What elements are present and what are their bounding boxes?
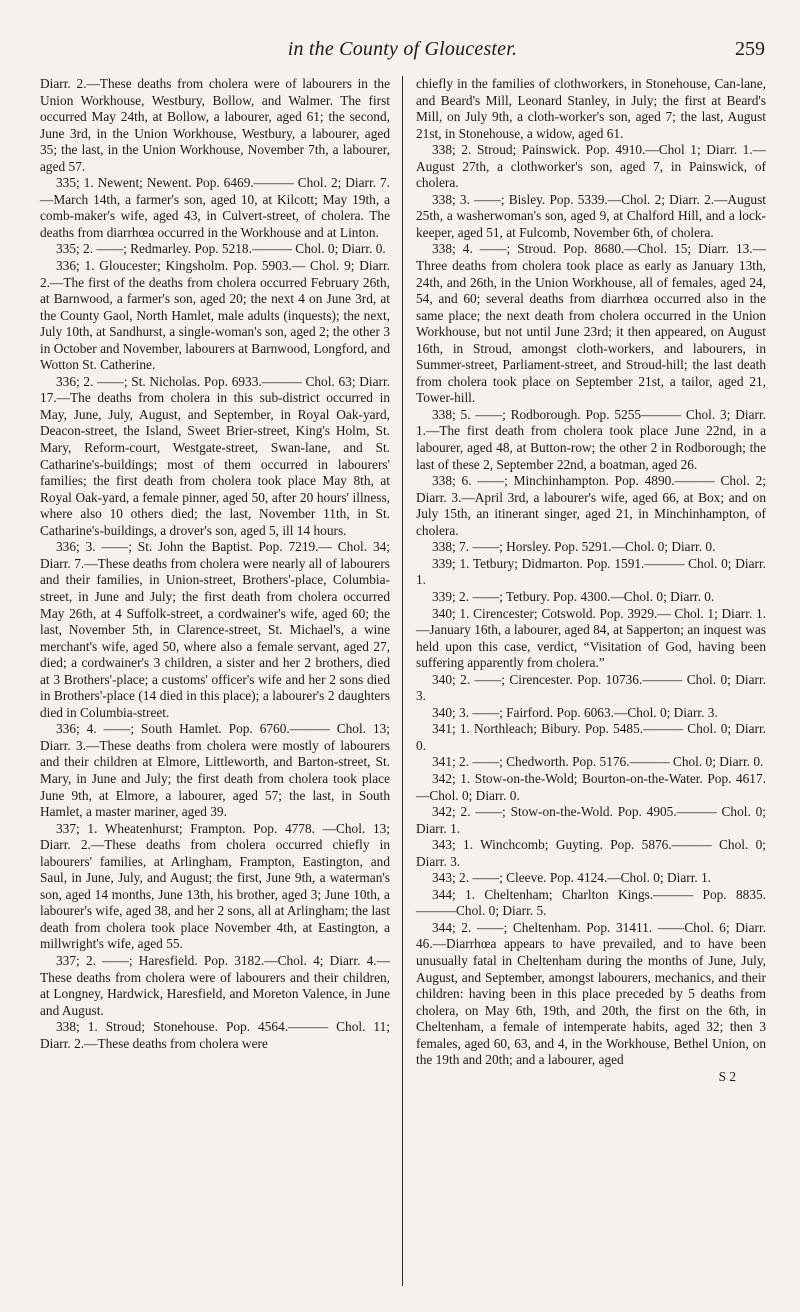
paragraph: 338; 3. ——; Bisley. Pop. 5339.—Chol. 2; Diarr. 2.—August 25th, a washerwoman's son, aged 9, at Chalford Hill, and a lock-keeper, aged 51, at Fulcomb, November 6th, of cholera. bbox=[416, 191, 766, 240]
paragraph: 339; 2. ——; Tetbury. Pop. 4300.—Chol. 0; Diarr. 0. bbox=[432, 588, 715, 604]
paragraph: 336; 3. ——; St. John the Baptist. Pop. 7219.— Chol. 34; Diarr. 7.—These deaths from cholera were nearly all of labourers and their families, in Union-street, Brothers'-place, Columbia-street, in June and July; the first death from cholera occurred May 26th, at 4 Suffolk-street, a cordwainer's wife, aged 60; the last, November 5th, in Clarence-street, St. Michael's, a wine merchant's wife, aged 50, where also a female servant, aged 27, died; a cordwainer's 3 children, a sister and her 2 brothers, died at 3 Brothers'-place; a customs' officer's wife and her 2 sons died in Brothers'-place (14 died in this place); a labourer's 2 daughters died in Columbia-street. bbox=[40, 539, 390, 720]
paragraph: 337; 1. Wheatenhurst; Frampton. Pop. 4778. —Chol. 13; Diarr. 2.—These deaths from cholera occurred chiefly in labourers' families, at Arlingham, Frampton, Eastington, and Saul, in June, July, and August; the first, June 9th, a waterman's son, aged 14 months, June 13th, his brother, aged 3; June 10th, a labourer's wife, aged 38, and her 2 sons, all at Arlingham; the last death from cholera took place November 4th, at Eastington, a millwright's wife, aged 55. bbox=[40, 820, 390, 952]
paragraph: 338; 4. ——; Stroud. Pop. 8680.—Chol. 15; Diarr. 13.—Three deaths from cholera took place as early as January 13th, 24th, and 26th, in the Union Workhouse, all of females, aged 24, 54, and 60; several deaths from diarrhœa occurred also in the same place; the next death from cholera occurred in the Union Workhouse, but not until June 23rd; it then appeared, on August 16th, in Stroud, amongst cloth-workers, and labourers, in Summer-street, Parliament-street, and Stroud-hill; the last death from cholera took place on September 21st, a tailor, aged 21, Tower-hill. bbox=[416, 241, 766, 406]
paragraph: 338; 5. ——; Rodborough. Pop. 5255——— Chol. 3; Diarr. 1.—The first death from cholera took place June 22nd, in a labourer, aged 48, at Button-row; the other 2 in Rodborough; the last of these 2, September 22nd, a boatman, aged 26. bbox=[416, 406, 766, 472]
paragraph: 336; 4. ——; South Hamlet. Pop. 6760.——— Chol. 13; Diarr. 3.—These deaths from cholera were mostly of labourers and their children at Elmore, Littleworth, and Barton-street, St. Mary, in June and July; the first death from cholera took place June 9th, at Elmore, a labourer, aged 57; the last, in South Hamlet, a master mariner, aged 39. bbox=[40, 721, 390, 820]
paragraph: 342; 1. Stow-on-the-Wold; Bourton-on-the-Water. Pop. 4617.—Chol. 0; Diarr. 0. bbox=[416, 770, 766, 803]
paragraph: 344; 2. ——; Cheltenham. Pop. 31411. ——Chol. 6; Diarr. 46.—Diarrhœa appears to have prevailed, and to have been unusually fatal in Cheltenham during the months of June, July, August, and September, amongst labourers, mechanics, and their children: having been in this place preceded by 5 deaths from cholera, on May 6th, 19th, and 20th, the first on the 6th, in Cheltenham, a female of intemperate habits, aged 32; then 3 females, aged 60, 63, and 4, in the Workhouse, Bethel Union, on the 19th and 20th; and a labourer, aged bbox=[416, 919, 766, 1068]
running-header bbox=[40, 38, 765, 62]
document-page bbox=[40, 0, 765, 1312]
paragraph: Diarr. 2.—These deaths from cholera were of labourers in the Union Workhouse, Westbury, Bollow, and Walmer. The first occurred May 24th, at Bollow, a labourer, aged 61; the second, June 3rd, in the Union Workhouse, Westbury, a labourer, aged 35; the last, in the Union Workhouse, November 7th, a labourer, aged 57. bbox=[40, 76, 390, 174]
paragraph: 340; 2. ——; Cirencester. Pop. 10736.——— Chol. 0; Diarr. 3. bbox=[416, 671, 766, 704]
running-title: in the County of Gloucester. bbox=[287, 38, 518, 60]
paragraph: 336; 2. ——; St. Nicholas. Pop. 6933.——— Chol. 63; Diarr. 17.—The deaths from cholera in this sub-district occurred in May, June, July, August, and September, in Royal Oak-yard, Deacon-street, the Island, Sweet Brier-street, King's Holm, St. Mary, Reform-court, Westgate-street, Swan-lane, and St. Catharine's-buildings; most of them occurred in labourers' families; the first death from cholera took place May 8th, at Royal Oak-yard, a female pinner, aged 50, after 20 hours' illness, where also 10 others died; the last, November 11th, in St. Catharine's-buildings, a drover's son, aged 5, ill 14 hours. bbox=[40, 373, 390, 538]
page-number: 259 bbox=[735, 38, 765, 60]
paragraph: 338; 6. ——; Minchinhampton. Pop. 4890.——— Chol. 2; Diarr. 3.—April 3rd, a labourer's wife, aged 66, at Box; and on July 15th, an itinerant singer, aged 21, in Minchinhampton, of cholera. bbox=[416, 473, 766, 538]
paragraph: 340; 1. Cirencester; Cotswold. Pop. 3929.— Chol. 1; Diarr. 1.—January 16th, a labourer, aged 84, at Sapperton; an inquest was held upon this case, verdict, “Visitation of God, having been suffering apparently from cholera.” bbox=[416, 605, 766, 671]
right-column bbox=[416, 76, 766, 1085]
paragraph: 338; 1. Stroud; Stonehouse. Pop. 4564.——— Chol. 11; Diarr. 2.—These deaths from cholera were bbox=[40, 1019, 390, 1051]
paragraph: 336; 1. Gloucester; Kingsholm. Pop. 5903.— Chol. 9; Diarr. 2.—The first of the deaths from cholera occurred February 26th, at Barnwood, a farmer's son, aged 20; the next 4 on June 3rd, at the County Gaol, North Hamlet, male adults (inquests); the next, July 10th, at Sandhurst, a single-woman's son, aged 2; the other 3 in October and November, labourers at Barnwood, Longford, and Wotton St. Catherine. bbox=[40, 258, 390, 373]
paragraph: chiefly in the families of clothworkers, in Stonehouse, Can-lane, and Beard's Mill, Leonard Stanley, in July; the first at Beard's Mill, on July 9th, a cloth-worker's son, aged 7; the last, August 21st, in Stonehouse, a widow, aged 61. bbox=[416, 76, 766, 141]
paragraph: 335; 1. Newent; Newent. Pop. 6469.——— Chol. 2; Diarr. 7.—March 14th, a farmer's son, aged 10, at Kilcott; May 19th, a comb-maker's wife, aged 43, in Culvert-street, of cholera. The deaths from diarrhœa occurred in the Workhouse and at Linton. bbox=[40, 175, 390, 240]
paragraph: 335; 2. ——; Redmarley. Pop. 5218.——— Chol. 0; Diarr. 0. bbox=[56, 241, 386, 257]
paragraph: 339; 1. Tetbury; Didmarton. Pop. 1591.——— Chol. 0; Diarr. 1. bbox=[416, 555, 766, 588]
paragraph: 342; 2. ——; Stow-on-the-Wold. Pop. 4905.——— Chol. 0; Diarr. 1. bbox=[416, 804, 766, 836]
paragraph: 337; 2. ——; Haresfield. Pop. 3182.—Chol. 4; Diarr. 4.—These deaths from cholera were of labourers and their children, at Longney, Hardwick, Haresfield, and Moreton Valence, in June and August. bbox=[40, 952, 390, 1018]
paragraph: 341; 1. Northleach; Bibury. Pop. 5485.——— Chol. 0; Diarr. 0. bbox=[416, 721, 766, 753]
column-divider bbox=[402, 76, 403, 1286]
left-column bbox=[40, 76, 390, 1052]
paragraph: 338; 7. ——; Horsley. Pop. 5291.—Chol. 0; Diarr. 0. bbox=[432, 539, 716, 555]
paragraph: 341; 2. ——; Chedworth. Pop. 5176.——— Chol. 0; Diarr. 0. bbox=[432, 754, 764, 770]
paragraph: 338; 2. Stroud; Painswick. Pop. 4910.—Chol 1; Diarr. 1.—August 27th, a clothworker's son, aged 7, in Painswick, of cholera. bbox=[416, 142, 766, 191]
paragraph: 343; 2. ——; Cleeve. Pop. 4124.—Chol. 0; Diarr. 1. bbox=[432, 870, 712, 886]
paragraph: 344; 1. Cheltenham; Charlton Kings.——— Pop. 8835.———Chol. 0; Diarr. 5. bbox=[416, 886, 766, 919]
paragraph: 343; 1. Winchcomb; Guyting. Pop. 5876.——— Chol. 0; Diarr. 3. bbox=[416, 837, 766, 869]
paragraph: 340; 3. ——; Fairford. Pop. 6063.—Chol. 0; Diarr. 3. bbox=[432, 704, 718, 720]
signature-mark: S 2 bbox=[718, 1068, 736, 1084]
